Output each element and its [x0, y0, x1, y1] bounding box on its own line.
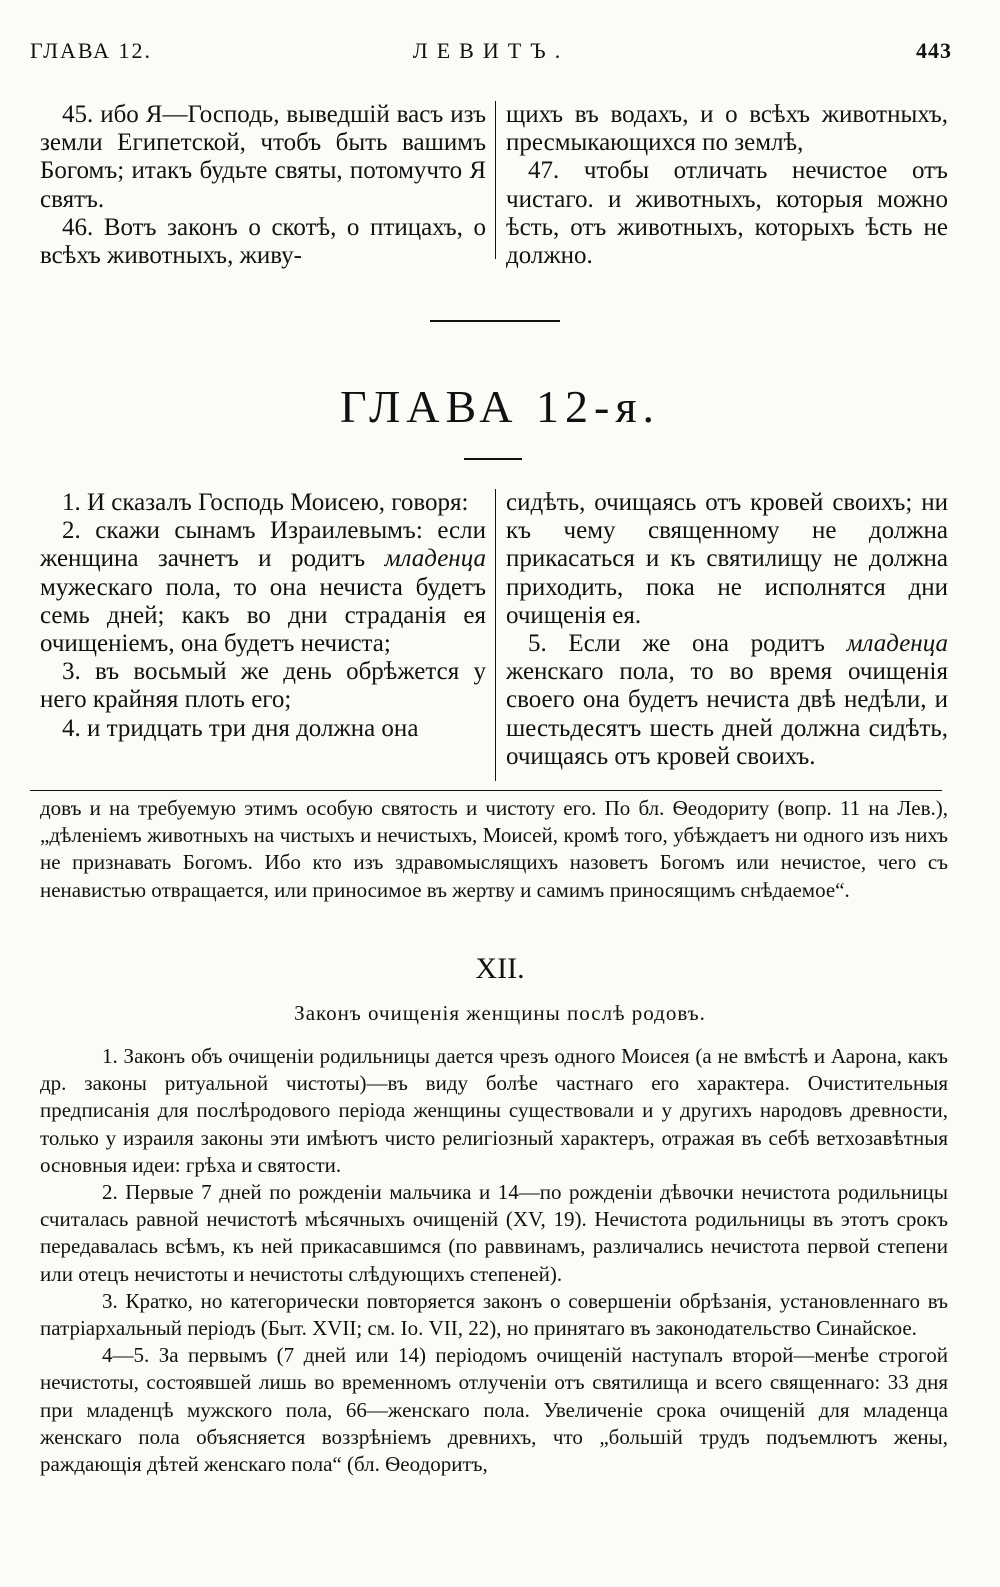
section-title: Законъ очищенія женщины послѣ родовъ. [294, 1001, 706, 1025]
verse-4: 4. и тридцать три дня должна она [62, 714, 419, 742]
title-underline [464, 458, 522, 460]
verses-main-right-column [506, 489, 948, 771]
column-divider [495, 101, 496, 259]
verse-45: 45. ибо Я—Господь, выведшій васъ изъ земли Египетской, чтобъ быть вашимъ Богомъ; итакъ будьте святы, потомучто Я святъ. [40, 101, 486, 213]
column-divider [495, 489, 496, 781]
verse-1: 1. И сказалъ Господь Моисею, говоря: [62, 489, 469, 516]
verses-top [40, 101, 948, 270]
commentary-paragraph-4: 4—5. За первымъ (7 дней или 14) періодомъ очищеній наступалъ второй—менѣе строгой нечистоты, состоявшей лишь во временномъ отлученіи отъ святилища и всего священнаго: 33 дня при младенцѣ мужского пола, 66—женскаго пола. Увеличеніе срока очищеній для младенца женскаго пола объясняется воззрѣніемъ древнихъ, что „большій трудъ подъемлютъ жены, раждающія дѣтей женскаго пола“ (бл. Ѳеодоритъ, [40, 1343, 948, 1477]
commentary-paragraph-2: 2. Первые 7 дней по рожденіи мальчика и 14—по рожденіи дѣвочки нечистота родильницы считалась равной нечистотѣ мѣсячныхъ очищеній (XV, 19). Нечистота родильницы въ этотъ срокъ передавалась всѣмъ, къ ней прикасавшимся (по раввинамъ, различались нечистота первой степени или отецъ нечистоты и нечистоты слѣдующихъ степеней). [40, 1180, 948, 1286]
commentary-paragraph-3: 3. Кратко, но категорически повторяется законъ о совершеніи обрѣзанія, установленнаго въ патріархальный періодъ (Быт. XVII; см. Іо. VII, 22), но принятаго въ законодательство Синайское. [40, 1288, 948, 1341]
commentary-paragraph: довъ и на требуемую этимъ особую святость и чистоту его. По бл. Ѳеодориту (вопр. 11 на Лев.), „дѣленіемъ животныхъ на чистыхъ и нечистыхъ, Моисей, кромѣ того, убѣждаетъ ни одного изъ нихъ не признавать Богомъ. Ибо кто изъ здравомыслящихъ назоветъ Богомъ или нечистое, чего съ ненавистью отвращается, или приносимое въ жертву и самимъ приносящимъ снѣдаемое“. [40, 796, 948, 902]
verses-main-left-column [40, 489, 486, 743]
section-commentary [40, 1043, 948, 1478]
verses-main [40, 489, 948, 785]
verse-47: 47. чтобы отличать нечистое отъ чистаго. и животныхъ, которыя можно ѣсть, отъ животныхъ, которыхъ ѣсть не должно. [506, 157, 948, 270]
page-number: 443 [916, 38, 952, 63]
verse-2: 2. скажи сынамъ Израилевымъ: если женщина зачнетъ и родитъ младенца мужескаго пола, то она нечиста будетъ семь дней; какъ во дни страданія ея очищеніемъ, она будетъ нечиста; [40, 517, 486, 658]
running-head [30, 38, 952, 74]
section-separator [430, 320, 560, 322]
verse-46: 46. Вотъ законъ о скотѣ, о птицахъ, о всѣхъ животныхъ, живу- [40, 213, 486, 270]
commentary-rule [30, 790, 942, 791]
verses-top-left-column [40, 101, 486, 270]
verse-3: 3. въ восьмый же день обрѣжется у него крайняя плоть его; [40, 658, 486, 714]
verse-5: 5. Если же она родитъ младенца женскаго пола, то во время очищенія своего она будетъ нечиста двѣ недѣли, и шестьдесятъ шесть дней должна сидѣть, очищаясь отъ кровей своихъ. [506, 630, 948, 770]
running-head-book-title: ЛЕВИТЪ. [412, 38, 570, 63]
section-number: XII. [475, 952, 525, 985]
running-head-chapter: ГЛАВА 12. [30, 38, 153, 63]
commentary-paragraph-1: 1. Законъ объ очищеніи родильницы дается чрезъ одного Моисея (а не вмѣстѣ и Аарона, какъ др. законы ритуальной чистоты)—въ виду болѣе частнаго его характера. Очистительныя предписанія для послѣродового періода женщины существовали и у другихъ народовъ древности, только у израиля законы эти имѣютъ чисто религіозный характеръ, отражая въ себѣ ветхозавѣтныя основныя идеи: грѣха и святости. [40, 1044, 948, 1177]
verses-top-right-column [506, 101, 948, 270]
commentary-continued [40, 795, 948, 904]
verse-46-continued: щихъ въ водахъ, и о всѣхъ животныхъ, пресмыкающихся по землѣ, [506, 101, 948, 157]
chapter-title: ГЛАВА 12-я. [339, 381, 661, 432]
verse-4-continued: сидѣть, очищаясь отъ кровей своихъ; ни къ чему священному не должна прикасаться и къ святилищу не должна приходить, пока не исполнятся дни очищенія ея. [506, 489, 948, 629]
